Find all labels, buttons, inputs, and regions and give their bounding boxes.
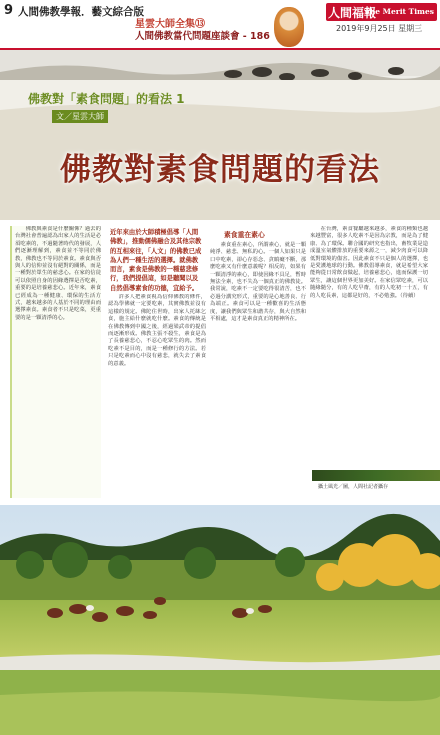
master-portrait-icon [274,7,304,47]
photo-caption: 攝土風光／圖，人間社記者攝存 [318,484,389,490]
body-column-2 [210,226,306,504]
body-text-1: 許多人把素食視為信仰佛教的條件，認為學佛就一定要吃素，其實佛教並沒有這樣的規定。佛陀住世時，出家人托缽乞食，施主給什麼就吃什麼。素食的傳統是在佛教傳到中國之後，經過梁武帝的提倡而逐漸形成。佛教主張不殺生，素食是為了長養慈悲心，不忍心吃眾生的肉。然而吃素不是目的，而是一種修行的方法。若只是吃素而心中沒有慈悲，就失去了素食的意義。 [108,294,206,367]
series-title: 佛教對「素食問題」的看法 1 [28,92,185,106]
issue-date: 2019年9月25日 星期三 [336,24,423,33]
newspaper-logo [326,3,437,21]
series-line-2: 人間佛教當代問題座談會 - 186 [135,31,270,42]
page-number: 9 [4,3,14,18]
hero-banner [0,50,440,220]
newspaper-name-cn: 人間福報 [328,6,377,20]
author-label: 文／星雲大師 [52,110,108,123]
cattle-landscape-image [0,505,440,735]
intro-text: 佛教與素食是什麼關係？過去的台灣社會普遍認為出家人的生活是必須吃素的，不過隨著時代的發展，人們逐漸理解到，素食並不等同於佛教，佛教也不等同於素食。素食與否與人的信仰並沒有絕對的關係，而是一種對於眾生的慈悲心。在家的信徒可以依照自身的因緣選擇是否吃素，重要的是培養慈悲心。近年來，素食已經成為一種健康、環保的生活方式，越來越多的人基於不同的理由而選擇素食。素食者不只是吃菜，更重要的是一顆清淨的心。 [15,226,101,321]
pullquote: 近年來由於大師積極倡導「人間佛教」，推動儒佛融合及其他宗教的互相來往，「人文」的佛教已成為人們一種生活的選擇。就佛教而言，素食是佛教的一種慈悲修行，我們提倡這，如是聽聞以及自然倡導素食的功德，宜給予。 [110,229,202,292]
body-text-3: 在台灣，素食餐廳越來越多，素食的種類也越來越豐富，很多人吃素不是因為宗教，而是為了健康、為了環保。聯合國的研究也指出，畜牧業是造成溫室氣體排放的重要來源之一，減少肉食可以降低對環境的傷害。因此素食不只是個人的選擇，也是愛護地球的行動。佛教倡導素食，就是希望大家能夠從日常飲食做起，培養慈悲心，進而保護一切眾生，讓這個世界更加美好。在家信眾吃素，可以隨緣隨分，有的人吃早齋，有的人吃初一十五，有的人吃長素，這都是好的，不必勉強。（待續） [310,226,428,299]
series-line-1: 星雲大師全集⑬ [135,19,205,30]
subheading: 素食重在素心 [224,231,265,239]
grazing-cattle-illustration [0,50,440,220]
body-column-1 [108,294,206,504]
article-title: 佛教對素食問題的看法 [60,152,380,188]
photo-strip [312,470,440,481]
grassland-photo [0,505,440,735]
page-section: 人間佛教學報．藝文綜合版 [18,6,144,18]
intro-column [10,226,101,498]
article-body [0,220,440,505]
page-header [0,0,440,50]
body-column-3 [310,226,428,466]
newspaper-name-en: The Merit Times [364,7,434,16]
body-text-2: 素食重在素心，所謂素心，就是一顆純淨、慈悲、無私的心。一個人如果只是口中吃素，卻心存惡念、貪瞋癡不斷，那麼吃素又有什麼意義呢？相反的，如果有一顆清淨的素心，即使因緣不具足，暫時無法全素，也不失為一個真正的佛教徒。我常說，吃素不一定要吃得很清苦，也不必過分講究形式，重要的是心地善良、行為端正。素食可以是一種歡喜的生活態度，讓我們與眾生和諧共存，與大自然和平相處，這才是素食真正的精神所在。 [210,242,306,323]
